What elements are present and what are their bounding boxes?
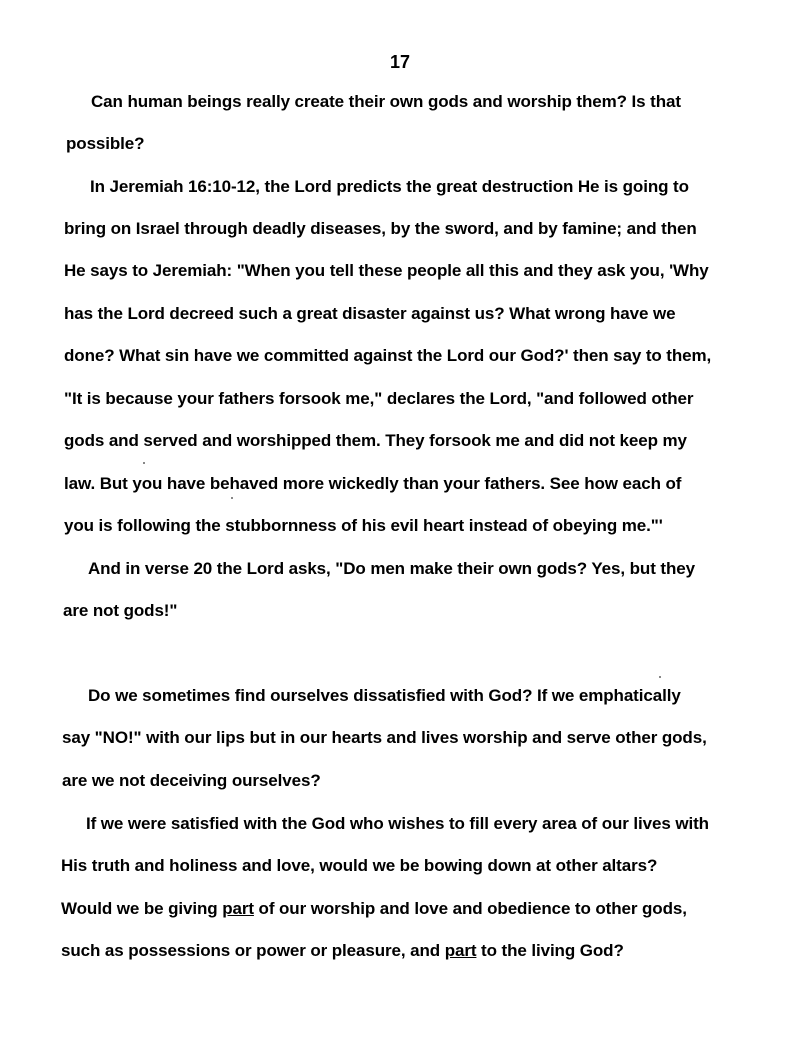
text-line: possible? bbox=[66, 134, 145, 153]
underlined-word: part bbox=[222, 899, 254, 918]
text-line: done? What sin have we committed against the Lord our God?' then say to them, bbox=[64, 346, 712, 365]
text-segment: of our worship and love and obedience to other gods, bbox=[253, 899, 687, 918]
text-line bbox=[61, 941, 624, 961]
text-line: His truth and holiness and love, would we be bowing down at other altars? bbox=[61, 856, 658, 875]
text-line bbox=[61, 899, 687, 919]
text-line: are we not deceiving ourselves? bbox=[62, 771, 321, 790]
text-line: say "NO!" with our lips but in our hearts and lives worship and serve other gods, bbox=[62, 728, 707, 747]
text-line: He says to Jeremiah: "When you tell these people all this and they ask you, 'Why bbox=[64, 261, 709, 280]
scan-speck bbox=[659, 676, 661, 678]
text-line: gods and served and worshipped them. They forsook me and did not keep my bbox=[64, 431, 687, 450]
text-line: Can human beings really create their own gods and worship them? Is that bbox=[91, 92, 681, 111]
scan-speck bbox=[231, 497, 233, 499]
text-line: you is following the stubbornness of his evil heart instead of obeying me."' bbox=[64, 516, 663, 535]
text-segment: such as possessions or power or pleasure, and bbox=[61, 941, 445, 960]
text-line: has the Lord decreed such a great disaster against us? What wrong have we bbox=[64, 304, 676, 323]
text-line: And in verse 20 the Lord asks, "Do men make their own gods? Yes, but they bbox=[88, 559, 695, 578]
underlined-word: part bbox=[444, 941, 477, 960]
text-line: "It is because your fathers forsook me," declares the Lord, "and followed other bbox=[64, 389, 694, 408]
scan-speck bbox=[143, 462, 145, 464]
text-line: bring on Israel through deadly diseases, by the sword, and by famine; and then bbox=[64, 219, 697, 238]
text-line: law. But you have behaved more wickedly than your fathers. See how each of bbox=[64, 474, 682, 493]
text-line: Do we sometimes find ourselves dissatisfied with God? If we emphatically bbox=[88, 686, 681, 705]
text-line: If we were satisfied with the God who wishes to fill every area of our lives with bbox=[86, 814, 709, 833]
text-segment: Would we be giving bbox=[61, 899, 223, 918]
text-segment: to the living God? bbox=[476, 941, 624, 960]
text-line: are not gods!" bbox=[63, 601, 178, 620]
text-line: In Jeremiah 16:10-12, the Lord predicts the great destruction He is going to bbox=[90, 177, 689, 196]
page-number: 17 bbox=[389, 52, 411, 72]
